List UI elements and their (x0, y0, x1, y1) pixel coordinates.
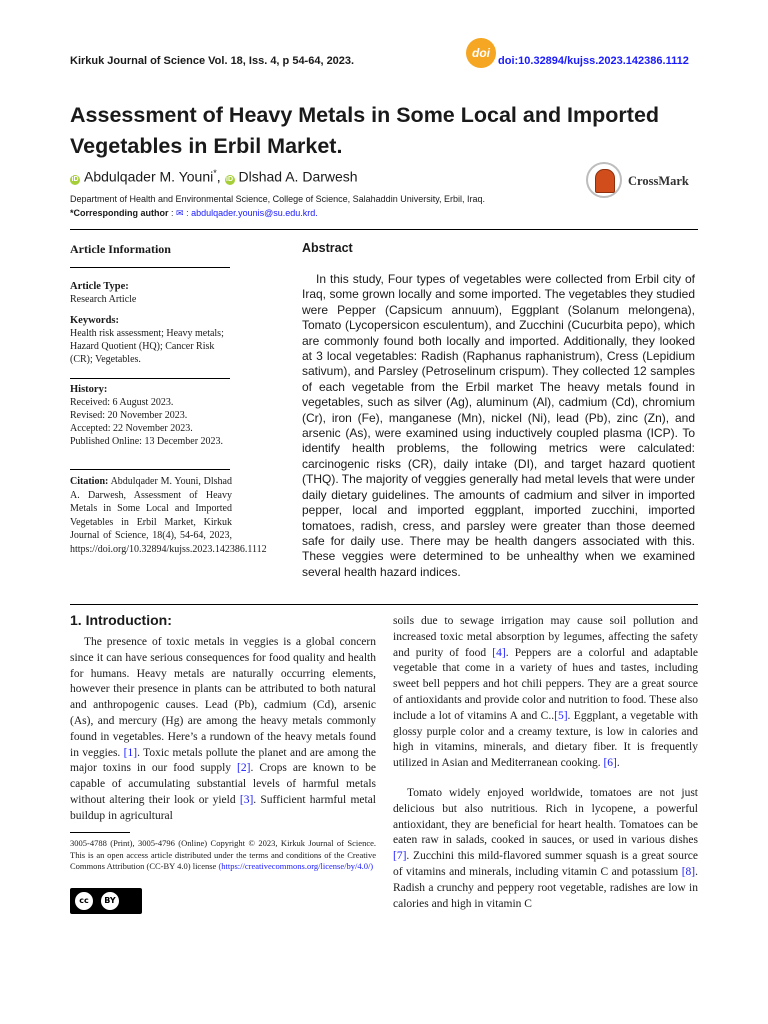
doi-logo-icon: doi (466, 38, 496, 68)
attribution-icon: BY (100, 891, 120, 911)
corresponding-mark: * (213, 168, 217, 178)
abstract-heading: Abstract (302, 241, 353, 255)
article-type-heading: Article Type: (70, 281, 129, 292)
citation-link[interactable]: [7] (393, 850, 407, 863)
citation-link[interactable]: [2] (237, 762, 251, 775)
citation-link[interactable]: [3] (239, 793, 254, 806)
divider (70, 469, 230, 470)
abstract-text: In this study, Four types of vegetables were collected from Erbil city of Iraq, some grown locally and some imported. The vegetables they studied were Pepper (Capsicum annuum), Eggplant (Solanum melongena), Tomato (Lycopersicon esculentum), and Zucchini (Cucurbita pepo), which are commonly found both locally and imported. Additionally, they looked at 3 local vegetables: Radish (Raphanus raphanistrum), Cress (Lepidium sativum), and Parsley (Petroselinum crispum). They collected 12 samples of each vegetable from the Erbil market The heavy metals found in vegetables, such as silver (Ag), aluminum (Al), cadmium (Cd), chromium (Cr), iron (Fe), manganese (Mn), nickel (Ni), lead (Pb), zinc (Zn), and arsenic (As), were examined using inductively coupled plasma (ICP). To identify health problems, the following metrics were calculated: carcinogenic risks (CR), daily intake (DI), and target hazard quotient (THQ). The majority of veggies generally had metal levels that were under daily dietary guidelines. The amounts of cadmium and silver in imported pepper, local and imported eggplant, imported zucchini, imported tomatoes, radish, cress, and parsley were greater than those deemed safe for daily use. There may be health dangers associated with this. These veggies were determined to be unhealthy when we examined several health hazard indices. (302, 272, 695, 579)
citation-value: Abdulqader M. Youni, Dlshad A. Darwesh, Assessment of Heavy Metals in Some Local and Imported Vegetables in Erbil Market, Kirkuk Journal of Science, 18(4), 54-64, 2023, https://doi.org/10.32894/kujss.2023.142386.1112 (70, 476, 267, 555)
footnote-divider (70, 832, 130, 833)
body-column-right (393, 614, 698, 912)
citation-link[interactable]: [8] (681, 865, 696, 878)
author-name[interactable]: Abdulqader M. Youni (84, 168, 214, 185)
crossmark-icon (586, 162, 622, 198)
orcid-icon[interactable]: iD (226, 175, 234, 183)
doi-link[interactable]: doi:10.32894/kujss.2023.142386.1112 (498, 55, 689, 67)
keywords-value: Health risk assessment; Heavy metals; Hazard Quotient (HQ); Cancer Risk (CR); Vegetables. (70, 328, 224, 365)
keywords (70, 314, 232, 366)
crossmark-badge[interactable] (586, 162, 701, 202)
body-column-left (70, 635, 376, 825)
history-published: Published Online: 13 December 2023. (70, 436, 224, 447)
article-type-value: Research Article (70, 294, 137, 305)
history (70, 383, 232, 448)
citation-heading: Citation: (70, 476, 109, 487)
journal-citation-line: Kirkuk Journal of Science Vol. 18, Iss. 4, p 54-64, 2023. (70, 55, 355, 67)
section-heading-introduction: 1. Introduction: (70, 612, 172, 628)
keywords-heading: Keywords: (70, 315, 119, 326)
corresponding-label: *Corresponding author (70, 208, 169, 218)
article-title: Assessment of Heavy Metals in Some Local and Imported Vegetables in Erbil Market. (70, 103, 660, 158)
body-paragraph: The presence of toxic metals in veggies is a global concern since it can have serious consequences for food quality and health for humans. Heavy metals are naturally occurring elements, however their presence in plants can be attributed to both natural and anthropogenic causes. Lead (Pb), cadmium (Cd), arsenic (As), and mercury (Hg) are among the heavy metals commonly found in vegetables. Here’s a rundown of the heavy metals found in veggies. [1]. Toxic metals pollute the planet and are among the major toxins in our food supply [2]. Crops are known to be capable of accumulating substantial levels of harmful metals without altering their look or yield [3]. Sufficient harmful metal buildup in agricultural (70, 636, 376, 822)
author-separator: , (216, 168, 221, 185)
citation-link[interactable]: [4] (492, 646, 506, 659)
citation-link[interactable]: [1] (123, 746, 138, 759)
body-paragraph: soils due to sewage irrigation may cause soil pollution and increased toxic metal absorption by legumes, affecting the safety and purity of food [4]. Peppers are a colorful and adaptable vegetable that come in a variety of hues and tastes, including sweet bell peppers and hot chili peppers. They are a great source of antioxidants and provide color and nutrition to food. These also include a lot of vitamins A and C..[5]. Eggplant, a vegetable with glossy purple color and a creamy texture, is low in calories and high in vitamins, minerals, and dietary fiber. It is frequently utilized in Asian and Mediterranean cooking. [6]. (393, 615, 699, 770)
divider (70, 378, 230, 379)
corresponding-sep: : (168, 208, 177, 218)
history-revised: Revised: 20 November 2023. (70, 410, 188, 421)
divider (70, 229, 698, 230)
divider (70, 604, 698, 605)
mail-icon: ✉ (176, 208, 184, 218)
citation (70, 475, 267, 556)
citation-link[interactable]: [5] (554, 709, 568, 722)
history-heading: History: (70, 384, 108, 395)
body-paragraph: Tomato widely enjoyed worldwide, tomatoes are not just delicious but also nutritious. Rich in lycopene, a powerful antioxidant, they are beneficial for heart health. Tomatoes can be eaten raw in salads, cooked in sauces, or used in various dishes [7]. Zucchini this mild-flavored summer squash is a great source of vitamins and minerals, including vitamin C and potassium [8]. Radish a crunchy and peppery root vegetable, radishes are low in calories and high in vitamin C (393, 786, 698, 910)
article-info-heading: Article Information (70, 242, 171, 256)
history-accepted: Accepted: 22 November 2023. (70, 423, 193, 434)
cc-icon: cc (74, 891, 94, 911)
corresponding-author (70, 208, 318, 219)
author-list (70, 168, 358, 185)
citation-link[interactable]: [6] (603, 757, 617, 770)
corresponding-email[interactable]: : abdulqader.younis@su.edu.krd. (186, 208, 318, 218)
crossmark-label: CrossMark (628, 174, 689, 188)
history-received: Received: 6 August 2023. (70, 397, 174, 408)
affiliation: Department of Health and Environmental Science, College of Science, Salahaddin University, Erbil, Iraq. (70, 194, 486, 204)
copyright-footnote: 3005-4788 (Print), 3005-4796 (Online) Copyright © 2023, Kirkuk Journal of Science. This is an open access article distributed under the terms and conditions of the Creative Commons Attribution (CC-BY 4.0) license (https://creativecommons.org/license/by/4.0/) (70, 838, 376, 871)
divider (70, 267, 230, 268)
cc-by-license-icon[interactable] (70, 888, 142, 914)
orcid-icon[interactable]: iD (71, 175, 79, 183)
author-name[interactable]: Dlshad A. Darwesh (238, 168, 358, 185)
article-type (70, 280, 232, 306)
license-link[interactable]: (https://creativecommons.org/license/by/4.0/) (218, 861, 374, 871)
